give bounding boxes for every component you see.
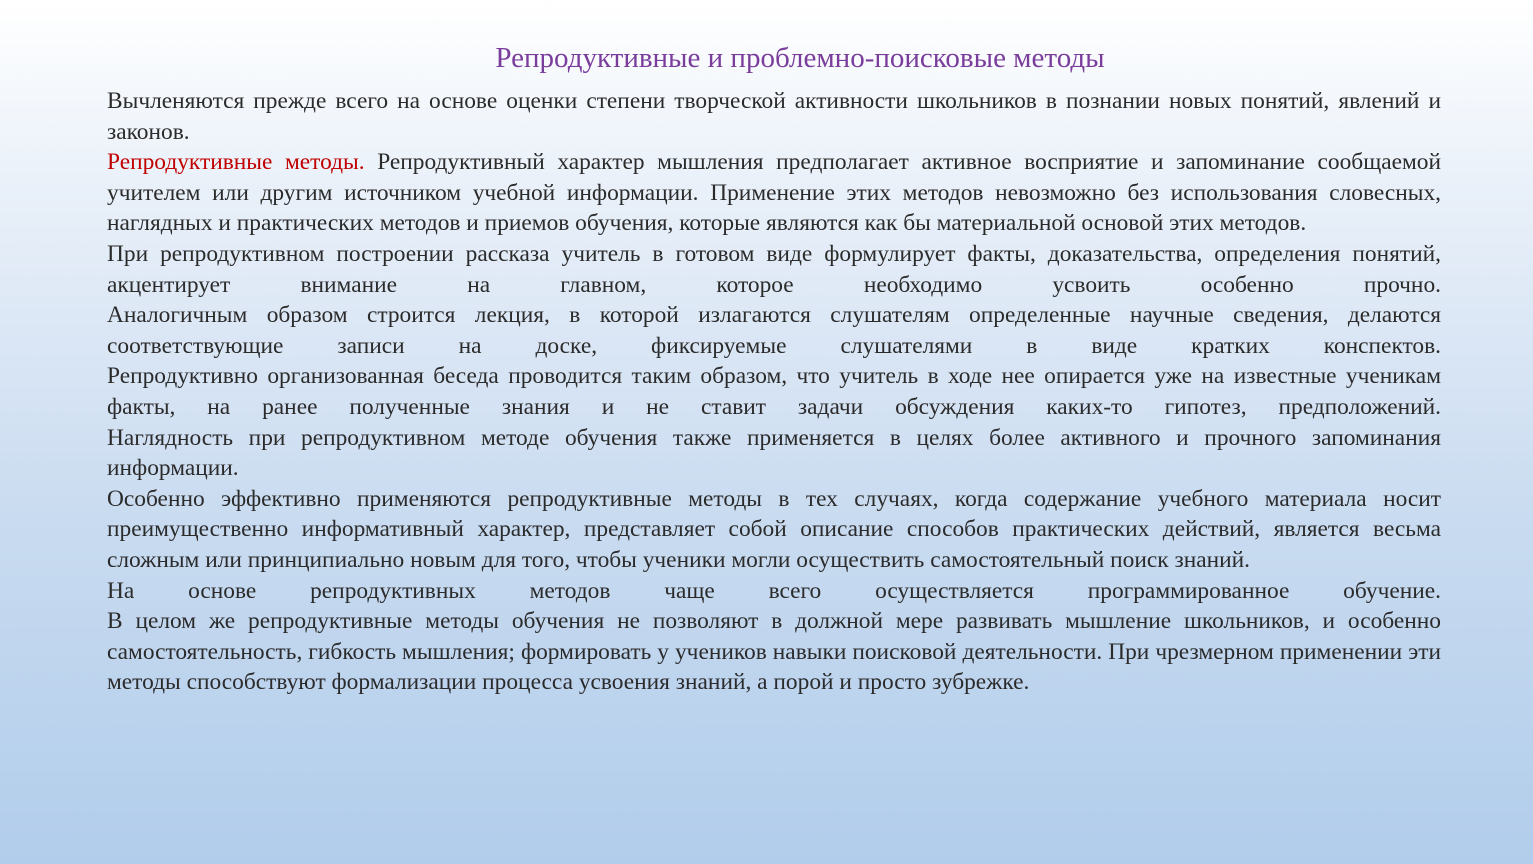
reproductive-methods-text: Репродуктивный характер мышления предполагает активное восприятие и запоминание сообщаемой учителем или другим источником учебной информации. Применение этих методов невозможно без использования словесных, наглядных и практических методов и приемов обучения, которые являются как бы материальной основой этих методов. bbox=[107, 149, 1441, 237]
reproductive-methods-label: Репродуктивные методы. bbox=[107, 149, 365, 176]
effective-paragraph: Особенно эффективно применяются репродуктивные методы в тех случаях, когда содержание учебного материала носит преимущественно информативный характер, представляет собой описание способов практических действий, является весьма сложным или принципиально новым для того, чтобы ученики могли осуществить самостоятельный поиск знаний. bbox=[107, 485, 1441, 573]
conversation-paragraph: Репродуктивно организованная беседа проводится таким образом, что учитель в ходе нее опирается уже на известные ученикам факты, на ранее полученные знания и не ставит задачи обсуждения каких-то гипотез, предположений. bbox=[107, 363, 1441, 420]
programmed-paragraph: На основе репродуктивных методов чаще всего осуществляется программированное обучение. bbox=[107, 577, 1441, 604]
conclusion-paragraph: В целом же репродуктивные методы обучения не позволяют в должной мере развивать мышление школьников, и особенно самостоятельность, гибкость мышления; формировать у учеников навыки поисковой деятельности. При чрезмерном применении эти методы способствуют формализации процесса усвоения знаний, а порой и просто зубрежке. bbox=[107, 608, 1441, 696]
intro-paragraph: Вычленяются прежде всего на основе оценки степени творческой активности школьников в познании новых понятий, явлений и законов. bbox=[107, 88, 1441, 145]
lecture-paragraph: Аналогичным образом строится лекция, в которой излагаются слушателям определенные научные сведения, делаются соответствующие записи на доске, фиксируемые слушателями в виде кратких конспектов. bbox=[107, 302, 1441, 359]
reproductive-methods-paragraph bbox=[107, 147, 1441, 239]
slide-title: Репродуктивные и проблемно-поисковые методы bbox=[495, 42, 1105, 74]
story-paragraph: При репродуктивном построении рассказа учитель в готовом виде формулирует факты, доказательства, определения понятий, акцентирует внимание на главном, которое необходимо усвоить особенно прочно. bbox=[107, 240, 1441, 298]
slide-body bbox=[107, 86, 1441, 698]
visual-paragraph: Наглядность при репродуктивном методе обучения также применяется в целях более активного и прочного запоминания информации. bbox=[107, 424, 1441, 482]
